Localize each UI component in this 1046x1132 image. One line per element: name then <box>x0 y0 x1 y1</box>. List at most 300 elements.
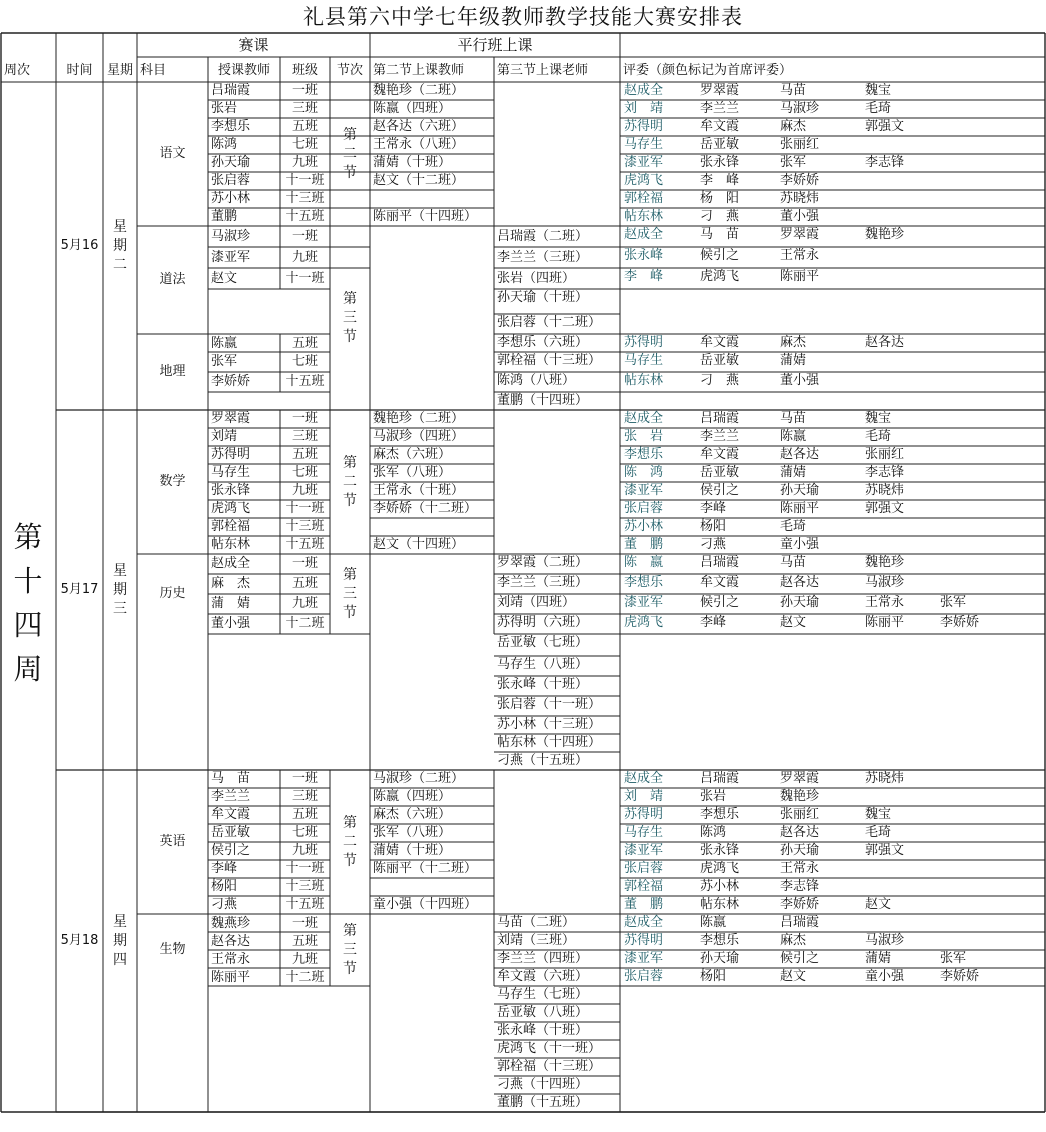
teacher-name: 蒲 婧 <box>211 596 251 611</box>
p3-teacher: 张启蓉（十一班） <box>497 697 602 712</box>
judge-chief: 马存生 <box>624 353 664 368</box>
header-judges: 评委（颜色标记为首席评委） <box>623 63 793 78</box>
judge-chief: 苏得明 <box>624 933 664 948</box>
judge-name: 毛琦 <box>865 429 892 444</box>
class-name: 九班 <box>291 596 318 611</box>
judge-name: 李志锋 <box>865 155 905 170</box>
class-name: 五班 <box>291 576 318 591</box>
judge-name: 吕瑞霞 <box>700 411 740 426</box>
judge-name: 麻杰 <box>780 933 807 948</box>
class-name: 十三班 <box>285 191 325 206</box>
judge-chief: 漆亚军 <box>624 155 664 170</box>
judge-name: 牟文霞 <box>700 119 740 134</box>
judge-name: 李娇娇 <box>940 969 980 984</box>
teacher-name: 孙天瑜 <box>211 155 251 170</box>
p3-teacher: 张启蓉（十二班） <box>497 315 602 330</box>
judge-chief: 张启蓉 <box>624 969 664 984</box>
judge-name: 虎鸿飞 <box>700 861 740 876</box>
teacher-name: 赵各达 <box>211 934 251 949</box>
judge-name: 毛琦 <box>865 101 892 116</box>
judge-name: 刁 燕 <box>700 209 740 224</box>
teacher-name: 马存生 <box>211 465 251 480</box>
judge-name: 岳亚敏 <box>700 353 740 368</box>
period-label: 第二节 <box>343 815 357 869</box>
judge-name: 蒲婧 <box>865 951 892 966</box>
p2-teacher: 赵文（十四班） <box>373 537 465 552</box>
p3-teacher: 李兰兰（三班） <box>497 250 589 265</box>
teacher-name: 吕瑞霞 <box>211 83 251 98</box>
judge-name: 郭强文 <box>865 501 905 516</box>
judge-chief: 董 鹏 <box>624 897 664 912</box>
judge-name: 王常永 <box>780 248 820 263</box>
p3-teacher: 郭栓福（十三班） <box>497 1059 602 1074</box>
header-p2-teacher: 第二节上课教师 <box>373 63 465 78</box>
judge-chief: 李 峰 <box>624 269 664 284</box>
judge-name: 赵文 <box>865 897 892 912</box>
p3-teacher: 马存生（八班） <box>497 657 589 672</box>
judge-name: 张丽红 <box>780 807 820 822</box>
judge-name: 陈丽平 <box>780 269 820 284</box>
judge-name: 马苗 <box>780 83 807 98</box>
teacher-name: 漆亚军 <box>211 250 251 265</box>
p2-teacher: 魏艳珍（二班） <box>373 83 465 98</box>
judge-name: 帖东林 <box>700 897 740 912</box>
judge-name: 罗翠霞 <box>780 227 820 242</box>
judge-name: 刁 燕 <box>700 373 740 388</box>
p3-teacher: 李想乐（六班） <box>497 335 589 350</box>
judge-name: 毛琦 <box>865 825 892 840</box>
judge-name: 王常永 <box>865 595 905 610</box>
teacher-name: 苏小林 <box>211 191 251 206</box>
judge-name: 赵各达 <box>865 335 905 350</box>
p3-teacher: 刘靖（三班） <box>497 933 576 948</box>
p2-teacher: 李娇娇（十二班） <box>373 501 478 516</box>
judge-name: 杨阳 <box>700 969 727 984</box>
judge-name: 陈丽平 <box>865 615 905 630</box>
judge-chief: 漆亚军 <box>624 843 664 858</box>
p2-teacher: 张军（八班） <box>373 465 452 480</box>
p3-teacher: 苏小林（十三班） <box>497 717 602 732</box>
judge-name: 牟文霞 <box>700 447 740 462</box>
judge-name: 苏晓炜 <box>780 191 820 206</box>
p2-teacher: 蒲婧（十班） <box>373 155 452 170</box>
period-label: 第二节 <box>343 127 357 181</box>
header-class: 班级 <box>291 63 318 78</box>
judge-name: 李峰 <box>700 615 727 630</box>
subject-name: 地理 <box>159 364 186 379</box>
p3-teacher: 刘靖（四班） <box>497 595 576 610</box>
p3-teacher: 董鹏（十五班） <box>497 1095 589 1110</box>
teacher-name: 马淑珍 <box>211 229 251 244</box>
header-weekday: 星期 <box>106 63 133 78</box>
teacher-name: 赵成全 <box>211 556 251 571</box>
judge-name: 魏宝 <box>865 411 892 426</box>
judge-name: 李 峰 <box>700 173 740 188</box>
judge-name: 李娇娇 <box>780 173 820 188</box>
judge-name: 郭强文 <box>865 119 905 134</box>
judge-name: 杨 阳 <box>700 191 740 206</box>
teacher-name: 郭栓福 <box>211 519 251 534</box>
judge-chief: 漆亚军 <box>624 483 664 498</box>
judge-chief: 刘 靖 <box>624 101 664 116</box>
judge-chief: 陈 鸿 <box>624 465 664 480</box>
judge-name: 赵各达 <box>780 825 820 840</box>
judge-name: 陈嬴 <box>700 915 727 930</box>
judge-name: 张丽红 <box>780 137 820 152</box>
p2-teacher: 王常永（十班） <box>373 483 465 498</box>
judge-name: 魏宝 <box>865 83 892 98</box>
judge-name: 马淑珍 <box>865 933 905 948</box>
judge-name: 李兰兰 <box>700 429 740 444</box>
p3-teacher: 刁燕（十四班） <box>497 1077 589 1092</box>
header-time: 时间 <box>66 63 93 78</box>
p3-teacher: 吕瑞霞（二班） <box>497 229 589 244</box>
class-name: 九班 <box>291 952 318 967</box>
judge-chief: 李想乐 <box>624 575 664 590</box>
judge-chief: 苏得明 <box>624 335 664 350</box>
judge-name: 李想乐 <box>700 933 740 948</box>
judge-name: 孙天瑜 <box>780 595 820 610</box>
teacher-name: 陈丽平 <box>211 970 251 985</box>
class-name: 十五班 <box>285 537 325 552</box>
judge-chief: 赵成全 <box>624 227 664 242</box>
class-name: 七班 <box>291 354 318 369</box>
judge-chief: 张永峰 <box>624 248 664 263</box>
period-label: 第三节 <box>343 923 357 977</box>
day-weekday: 星期三 <box>113 563 127 617</box>
p3-teacher: 帖东林（十四班） <box>497 735 602 750</box>
judge-name: 岳亚敏 <box>700 137 740 152</box>
p2-teacher: 童小强（十四班） <box>373 897 478 912</box>
day-weekday: 星期四 <box>113 914 127 968</box>
judge-chief: 漆亚军 <box>624 595 664 610</box>
judge-name: 毛琦 <box>780 519 807 534</box>
class-name: 一班 <box>291 556 318 571</box>
judge-name: 罗翠霞 <box>700 83 740 98</box>
judge-chief: 赵成全 <box>624 411 664 426</box>
teacher-name: 刘靖 <box>211 429 238 444</box>
judge-name: 赵文 <box>780 969 807 984</box>
p2-teacher: 赵各达（六班） <box>373 119 465 134</box>
p3-teacher: 郭栓福（十三班） <box>497 353 602 368</box>
class-name: 十二班 <box>285 970 325 985</box>
judge-name: 张军 <box>940 951 967 966</box>
class-name: 十一班 <box>285 173 325 188</box>
p3-teacher: 张永峰（十班） <box>497 1023 589 1038</box>
subject-name: 历史 <box>159 586 186 601</box>
class-name: 三班 <box>291 789 318 804</box>
p2-teacher: 麻杰（六班） <box>373 447 452 462</box>
judge-name: 李兰兰 <box>700 101 740 116</box>
teacher-name: 李兰兰 <box>211 789 251 804</box>
judge-name: 董小强 <box>780 373 820 388</box>
class-name: 十一班 <box>285 271 325 286</box>
judge-name: 魏宝 <box>865 807 892 822</box>
p3-teacher: 岳亚敏（八班） <box>497 1005 589 1020</box>
judge-name: 苏晓炜 <box>865 483 905 498</box>
teacher-name: 张启蓉 <box>211 173 251 188</box>
header-teacher: 授课教师 <box>217 63 270 78</box>
subject-name: 英语 <box>159 834 186 849</box>
judge-chief: 帖东林 <box>624 209 664 224</box>
p2-teacher: 陈丽平（十二班） <box>373 861 478 876</box>
page-title: 礼县第六中学七年级教师教学技能大赛安排表 <box>303 5 743 29</box>
teacher-name: 张永锋 <box>211 483 251 498</box>
teacher-name: 陈嬴 <box>211 336 238 351</box>
subject-name: 生物 <box>159 942 186 957</box>
header-week: 周次 <box>4 63 31 78</box>
judge-chief: 赵成全 <box>624 83 664 98</box>
judge-name: 李志锋 <box>780 879 820 894</box>
judge-name: 刁燕 <box>700 537 727 552</box>
p2-teacher: 陈嬴（四班） <box>373 101 452 116</box>
day-date: 5月16 <box>60 238 99 253</box>
teacher-name: 魏燕珍 <box>211 916 251 931</box>
judge-name: 罗翠霞 <box>780 771 820 786</box>
judge-name: 赵文 <box>780 615 807 630</box>
judge-name: 吕瑞霞 <box>780 915 820 930</box>
teacher-name: 麻 杰 <box>211 576 251 591</box>
class-name: 一班 <box>291 771 318 786</box>
judge-name: 孙天瑜 <box>780 843 820 858</box>
judge-chief: 马存生 <box>624 137 664 152</box>
judge-chief: 张启蓉 <box>624 501 664 516</box>
judge-name: 苏小林 <box>700 879 740 894</box>
judge-name: 李峰 <box>700 501 727 516</box>
p2-teacher: 魏艳珍（二班） <box>373 411 465 426</box>
p3-teacher: 苏得明（六班） <box>497 615 589 630</box>
teacher-name: 刁燕 <box>211 897 238 912</box>
day-weekday: 星期二 <box>113 219 127 273</box>
subject-name: 道法 <box>159 272 186 287</box>
judge-name: 孙天瑜 <box>700 951 740 966</box>
judge-name: 李娇娇 <box>780 897 820 912</box>
class-name: 九班 <box>291 843 318 858</box>
judge-name: 麻杰 <box>780 119 807 134</box>
p3-teacher: 刁燕（十五班） <box>497 753 589 768</box>
judge-chief: 陈 嬴 <box>624 555 664 570</box>
teacher-name: 陈鸿 <box>211 137 238 152</box>
judge-name: 候引之 <box>700 595 740 610</box>
class-name: 五班 <box>291 934 318 949</box>
judge-chief: 李想乐 <box>624 447 664 462</box>
header-contest: 赛课 <box>238 36 269 54</box>
judge-name: 魏艳珍 <box>865 555 905 570</box>
judge-name: 张岩 <box>700 789 727 804</box>
judge-name: 吕瑞霞 <box>700 771 740 786</box>
header-p3-teacher: 第三节上课老师 <box>497 63 589 78</box>
p2-teacher: 赵文（十二班） <box>373 173 465 188</box>
class-name: 十五班 <box>285 374 325 389</box>
p3-teacher: 张岩（四班） <box>497 271 576 286</box>
judge-name: 马苗 <box>780 555 807 570</box>
judge-name: 李娇娇 <box>940 615 980 630</box>
subject-name: 语文 <box>159 146 186 161</box>
p2-teacher: 马淑珍（四班） <box>373 429 465 444</box>
teacher-name: 赵文 <box>211 271 238 286</box>
judge-name: 苏晓炜 <box>865 771 905 786</box>
judge-chief: 董 鹏 <box>624 537 664 552</box>
judge-name: 麻杰 <box>780 335 807 350</box>
judge-name: 李想乐 <box>700 807 740 822</box>
p3-teacher: 陈鸿（八班） <box>497 373 576 388</box>
judge-name: 董小强 <box>780 209 820 224</box>
judge-name: 张永锋 <box>700 843 740 858</box>
teacher-name: 董鹏 <box>211 209 238 224</box>
judge-name: 牟文霞 <box>700 335 740 350</box>
class-name: 七班 <box>291 137 318 152</box>
judge-name: 蒲婧 <box>780 353 807 368</box>
class-name: 五班 <box>291 447 318 462</box>
p2-teacher: 麻杰（六班） <box>373 807 452 822</box>
p2-teacher: 张军（八班） <box>373 825 452 840</box>
p3-teacher: 罗翠霞（二班） <box>497 555 589 570</box>
teacher-name: 王常永 <box>211 952 251 967</box>
class-name: 三班 <box>291 429 318 444</box>
teacher-name: 杨阳 <box>211 879 238 894</box>
teacher-name: 李娇娇 <box>211 374 251 389</box>
judge-chief: 虎鸿飞 <box>624 615 664 630</box>
p3-teacher: 李兰兰（三班） <box>497 575 589 590</box>
class-name: 一班 <box>291 229 318 244</box>
teacher-name: 侯引之 <box>211 843 251 858</box>
class-name: 十五班 <box>285 209 325 224</box>
judge-name: 陈鸿 <box>700 825 727 840</box>
judge-chief: 刘 靖 <box>624 789 664 804</box>
judge-name: 赵各达 <box>780 447 820 462</box>
p3-teacher: 孙天瑜（十班） <box>497 290 589 305</box>
judge-chief: 虎鸿飞 <box>624 173 664 188</box>
judge-name: 童小强 <box>865 969 905 984</box>
week-label: 第十四周 <box>13 520 43 686</box>
p3-teacher: 李兰兰（四班） <box>497 951 589 966</box>
judge-name: 李志锋 <box>865 465 905 480</box>
judge-name: 赵各达 <box>780 575 820 590</box>
class-name: 十一班 <box>285 861 325 876</box>
teacher-name: 董小强 <box>211 616 251 631</box>
judge-chief: 赵成全 <box>624 915 664 930</box>
class-name: 十五班 <box>285 897 325 912</box>
judge-name: 张永锋 <box>700 155 740 170</box>
judge-name: 蒲婧 <box>780 465 807 480</box>
judge-name: 岳亚敏 <box>700 465 740 480</box>
p2-teacher: 蒲婧（十班） <box>373 843 452 858</box>
class-name: 三班 <box>291 101 318 116</box>
p3-teacher: 牟文霞（六班） <box>497 969 589 984</box>
period-label: 第二节 <box>343 455 357 509</box>
judge-name: 王常永 <box>780 861 820 876</box>
judge-name: 候引之 <box>700 248 740 263</box>
judge-chief: 帖东林 <box>624 373 664 388</box>
p3-teacher: 马苗（二班） <box>497 915 576 930</box>
p2-teacher: 王常永（八班） <box>373 137 465 152</box>
judge-chief: 苏得明 <box>624 807 664 822</box>
day-date: 5月18 <box>60 933 99 948</box>
judge-chief: 张启蓉 <box>624 861 664 876</box>
p3-teacher: 张永峰（十班） <box>497 677 589 692</box>
p2-teacher: 陈丽平（十四班） <box>373 209 478 224</box>
class-name: 七班 <box>291 465 318 480</box>
judge-name: 吕瑞霞 <box>700 555 740 570</box>
judge-chief: 张 岩 <box>624 429 664 444</box>
class-name: 十三班 <box>285 879 325 894</box>
class-name: 一班 <box>291 83 318 98</box>
teacher-name: 虎鸿飞 <box>211 501 251 516</box>
judge-name: 马淑珍 <box>780 101 820 116</box>
judge-name: 侯引之 <box>700 483 740 498</box>
teacher-name: 牟文霞 <box>211 807 251 822</box>
p3-teacher: 马存生（七班） <box>497 987 589 1002</box>
judge-chief: 赵成全 <box>624 771 664 786</box>
teacher-name: 李峰 <box>211 861 238 876</box>
p2-teacher: 陈嬴（四班） <box>373 789 452 804</box>
judge-chief: 漆亚军 <box>624 951 664 966</box>
header-parallel: 平行班上课 <box>457 36 533 54</box>
teacher-name: 张岩 <box>211 101 238 116</box>
teacher-name: 苏得明 <box>211 447 251 462</box>
judge-name: 郭强文 <box>865 843 905 858</box>
judge-chief: 苏小林 <box>624 519 664 534</box>
p3-teacher: 虎鸿飞（十一班） <box>497 1041 602 1056</box>
class-name: 九班 <box>291 155 318 170</box>
period-label: 第三节 <box>343 567 357 621</box>
judge-name: 候引之 <box>780 951 820 966</box>
judge-name: 牟文霞 <box>700 575 740 590</box>
judge-name: 张丽红 <box>865 447 905 462</box>
class-name: 七班 <box>291 825 318 840</box>
judge-chief: 苏得明 <box>624 119 664 134</box>
judge-name: 马 苗 <box>700 227 740 242</box>
judge-name: 童小强 <box>780 537 820 552</box>
class-name: 一班 <box>291 916 318 931</box>
p3-teacher: 董鹏（十四班） <box>497 393 589 408</box>
judge-name: 魏艳珍 <box>865 227 905 242</box>
judge-name: 杨阳 <box>700 519 727 534</box>
teacher-name: 马 苗 <box>211 771 251 786</box>
judge-name: 张军 <box>780 155 807 170</box>
teacher-name: 罗翠霞 <box>211 411 251 426</box>
class-name: 五班 <box>291 336 318 351</box>
judge-name: 马淑珍 <box>865 575 905 590</box>
judge-name: 孙天瑜 <box>780 483 820 498</box>
judge-name: 魏艳珍 <box>780 789 820 804</box>
class-name: 九班 <box>291 483 318 498</box>
p3-teacher: 岳亚敏（七班） <box>497 635 589 650</box>
class-name: 十三班 <box>285 519 325 534</box>
class-name: 五班 <box>291 807 318 822</box>
period-label: 第三节 <box>343 291 357 345</box>
header-period: 节次 <box>336 63 363 78</box>
judge-name: 虎鸿飞 <box>700 269 740 284</box>
subject-name: 数学 <box>159 474 186 489</box>
teacher-name: 帖东林 <box>211 537 251 552</box>
class-name: 一班 <box>291 411 318 426</box>
judge-name: 陈嬴 <box>780 429 807 444</box>
class-name: 十二班 <box>285 616 325 631</box>
judge-name: 马苗 <box>780 411 807 426</box>
class-name: 九班 <box>291 250 318 265</box>
class-name: 十一班 <box>285 501 325 516</box>
p2-teacher: 马淑珍（二班） <box>373 771 465 786</box>
judge-name: 张军 <box>940 595 967 610</box>
teacher-name: 张军 <box>211 354 238 369</box>
teacher-name: 李想乐 <box>211 119 251 134</box>
teacher-name: 岳亚敏 <box>211 825 251 840</box>
judge-chief: 马存生 <box>624 825 664 840</box>
day-date: 5月17 <box>60 582 99 597</box>
judge-name: 陈丽平 <box>780 501 820 516</box>
header-subject: 科目 <box>140 63 167 78</box>
